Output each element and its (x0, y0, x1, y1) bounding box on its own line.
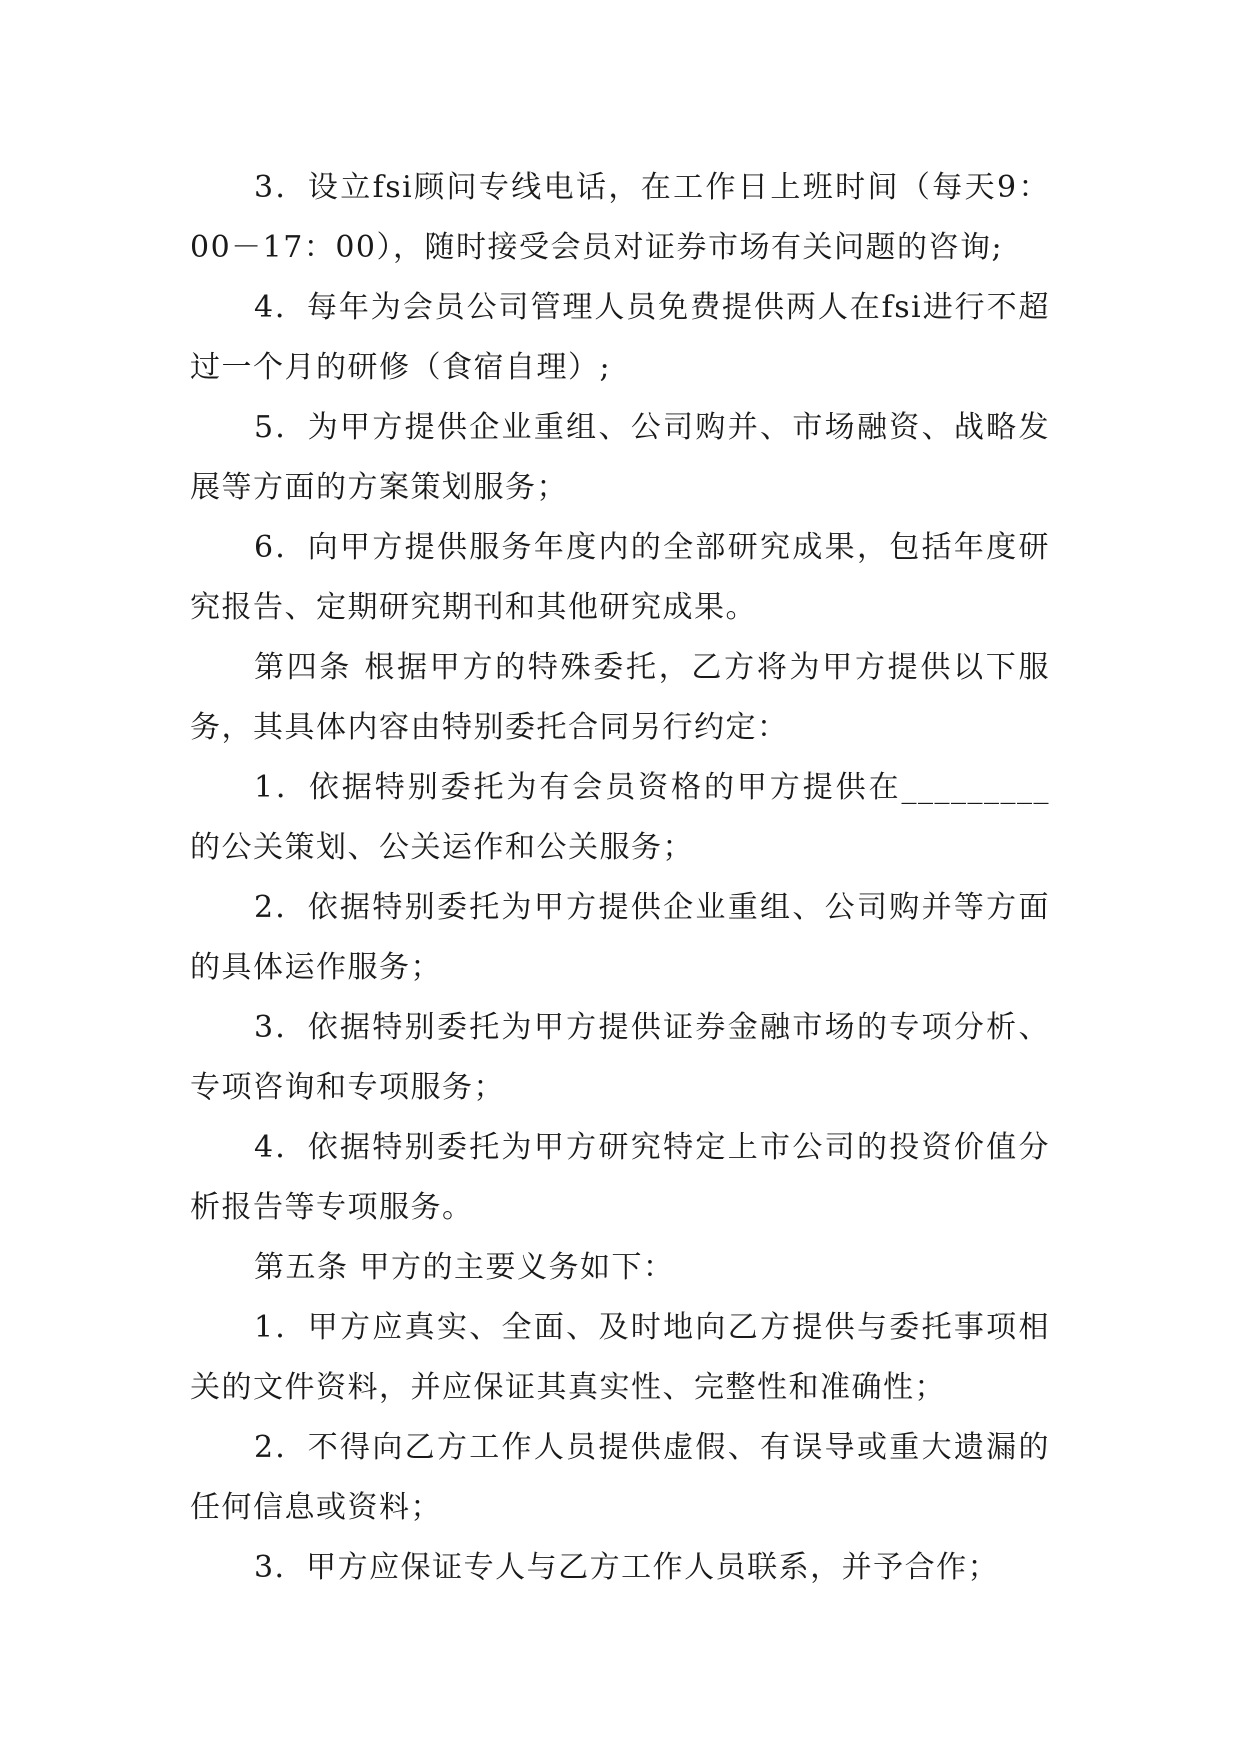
paragraph-article-5: 第五条 甲方的主要义务如下： (254, 1250, 675, 1285)
paragraph-article-4-item-4: 4．依据特别委托为甲方研究特定上市公司的投资价值分析报告等专项服务。 (190, 1130, 1050, 1225)
paragraph-article-4: 第四条 根据甲方的特殊委托，乙方将为甲方提供以下服务，其具体内容由特别委托合同另行约定： (190, 650, 1050, 745)
document-body (190, 158, 1050, 1598)
paragraph-article-4-item-3: 3．依据特别委托为甲方提供证券金融市场的专项分析、专项咨询和专项服务； (190, 1010, 1050, 1105)
paragraph-article-5-item-2: 2．不得向乙方工作人员提供虚假、有误导或重大遗漏的任何信息或资料； (190, 1430, 1050, 1525)
paragraph-service-5-planning: 5．为甲方提供企业重组、公司购并、市场融资、战略发展等方面的方案策划服务； (190, 410, 1050, 505)
paragraph-article-4-item-2: 2．依据特别委托为甲方提供企业重组、公司购并等方面的具体运作服务； (190, 890, 1050, 985)
paragraph-article-5-item-3: 3．甲方应保证专人与乙方工作人员联系，并予合作； (254, 1550, 1000, 1585)
paragraph-article-5-item-1: 1．甲方应真实、全面、及时地向乙方提供与委托事项相关的文件资料，并应保证其真实性、完整性和准确性； (190, 1310, 1050, 1405)
paragraph-article-4-item-1: 1．依据特别委托为有会员资格的甲方提供在_________的公关策划、公关运作和公关服务； (190, 770, 1050, 865)
paragraph-service-6-research: 6．向甲方提供服务年度内的全部研究成果，包括年度研究报告、定期研究期刊和其他研究成果。 (190, 530, 1050, 625)
paragraph-service-4-training: 4．每年为会员公司管理人员免费提供两人在fsi进行不超过一个月的研修（食宿自理）; (190, 290, 1050, 385)
paragraph-service-3-hotline: 3．设立fsi顾问专线电话，在工作日上班时间（每天9：00－17：00），随时接受会员对证券市场有关问题的咨询; (190, 170, 1050, 265)
